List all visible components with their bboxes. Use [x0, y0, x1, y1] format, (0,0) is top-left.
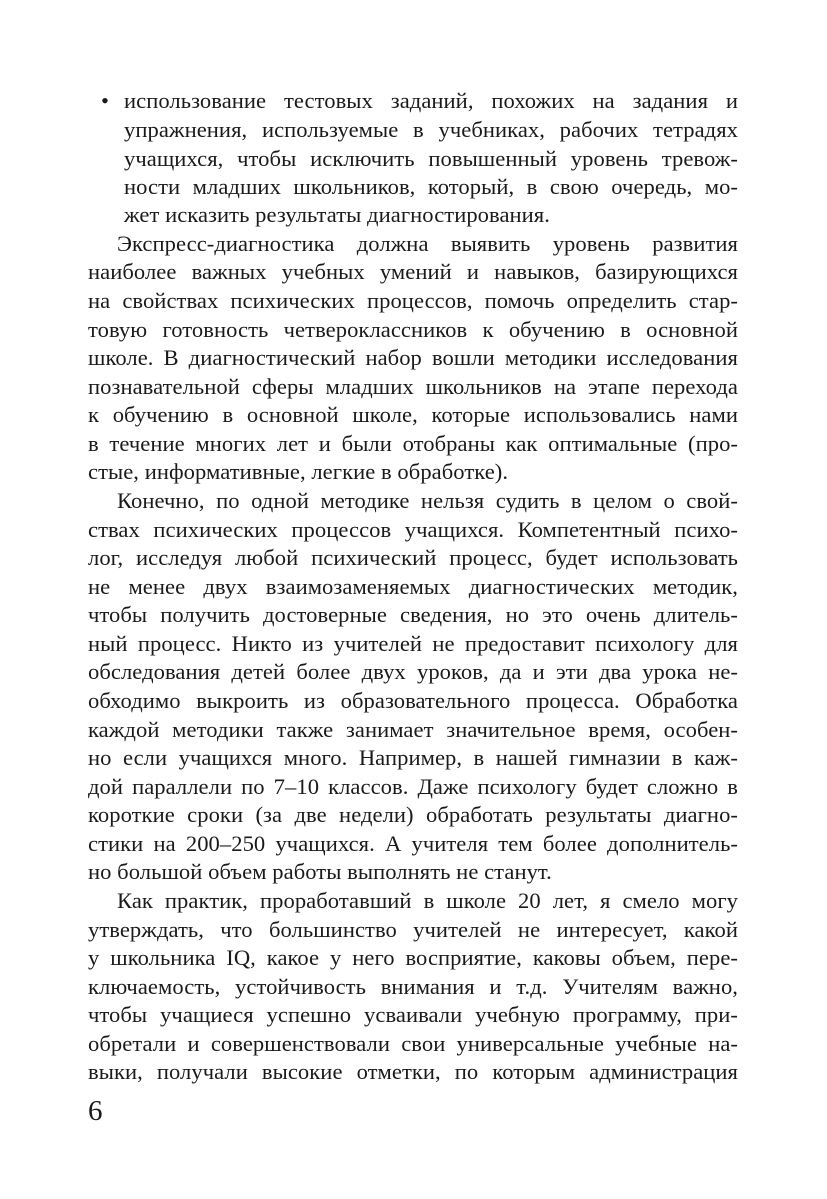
text-line: товую готовность четвероклассников к обучению в основной: [88, 317, 738, 342]
text-line: обретали и совершенствовали свои универсальные учебные на-: [88, 1031, 738, 1056]
text-line: выки, получали высокие отметки, по которым администрация: [88, 1059, 738, 1084]
text-line: жет исказить результаты диагностирования.: [124, 202, 550, 227]
text-line: утверждать, что большинство учителей не интересует, какой: [88, 917, 738, 942]
text-line: на свойствах психических процессов, помочь определить стар-: [88, 288, 738, 313]
text-line: но большой объем работы выполнять не станут.: [88, 859, 552, 884]
text-line: Конечно, по одной методике нельзя судить в целом о свой-: [117, 488, 738, 513]
page-number: 6: [88, 1095, 103, 1127]
text-line: не менее двух взаимозаменяемых диагностических методик,: [88, 574, 738, 599]
text-line: школе. В диагностический набор вошли методики исследования: [88, 345, 738, 370]
text-line: но если учащихся много. Например, в нашей гимназии в каж-: [88, 745, 738, 770]
text-line: в течение многих лет и были отобраны как оптимальные (про-: [88, 431, 738, 456]
text-line: каждой методики также занимает значительное время, особен-: [88, 717, 738, 742]
text-line: стики на 200–250 учащихся. А учителя тем более дополнитель-: [88, 831, 738, 856]
bullet-icon: •: [101, 88, 109, 113]
text-line: познавательной сферы младших школьников на этапе перехода: [88, 374, 738, 399]
text-line: ствах психических процессов учащихся. Компетентный психо-: [88, 517, 738, 542]
text-line: обходимо выкроить из образовательного процесса. Обработка: [88, 688, 738, 713]
text-line: Экспресс-диагностика должна выявить уровень развития: [117, 231, 738, 256]
text-line: чтобы получить достоверные сведения, но это очень длитель-: [88, 602, 738, 627]
text-line: ности младших школьников, который, в свою очередь, мо-: [124, 174, 738, 199]
text-line: обследования детей более двух уроков, да и эти два урока не-: [88, 659, 738, 684]
text-line: использование тестовых заданий, похожих на задания и: [124, 88, 738, 113]
text-line: короткие сроки (за две недели) обработать результаты диагно-: [88, 802, 738, 827]
text-line: ный процесс. Никто из учителей не предоставит психологу для: [88, 631, 738, 656]
text-line: ключаемость, устойчивость внимания и т.д. Учителям важно,: [88, 974, 738, 999]
text-line: к обучению в основной школе, которые использовались нами: [88, 402, 738, 427]
text-line: лог, исследуя любой психический процесс, будет использовать: [88, 545, 738, 570]
text-line: упражнения, используемые в учебниках, рабочих тетрадях: [124, 117, 738, 142]
text-line: у школьника IQ, какое у него восприятие, каковы объем, пере-: [88, 945, 738, 970]
text-line: стые, информативные, легкие в обработке).: [88, 459, 509, 484]
text-line: Как практик, проработавший в школе 20 лет, я смело могу: [117, 888, 738, 913]
text-line: дой параллели по 7–10 классов. Даже психологу будет сложно в: [88, 774, 738, 799]
text-line: чтобы учащиеся успешно усваивали учебную программу, при-: [88, 1002, 738, 1027]
text-line: наиболее важных учебных умений и навыков, базирующихся: [88, 259, 738, 284]
text-line: учащихся, чтобы исключить повышенный уровень тревож-: [124, 146, 738, 171]
